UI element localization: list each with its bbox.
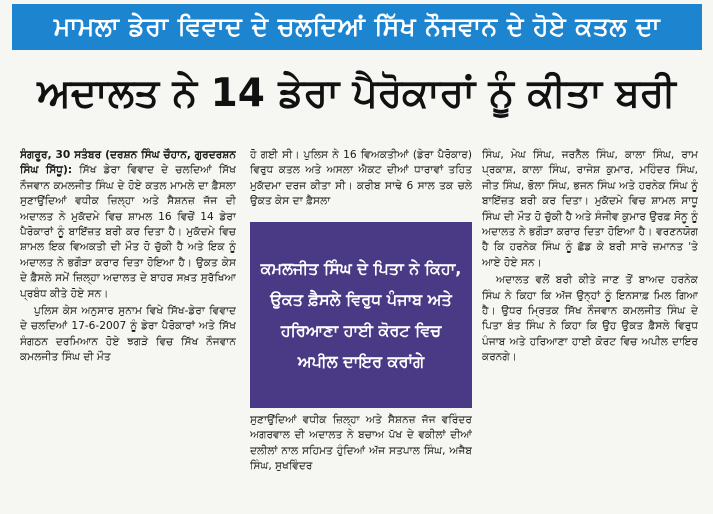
article-column-3 — [482, 148, 698, 514]
paragraph-text: ਸਿੱਖ ਡੇਰਾ ਵਿਵਾਦ ਦੇ ਚਲਦਿਆਂ ਸਿੱਖ ਨੌਜਵਾਨ ਕਮਲਜੀਤ ਸਿੰਘ ਦੇ ਹੋਏ ਕਤਲ ਮਾਮਲੇ ਦਾ ਫ਼ੈਸਲਾ ਸੁਣਾਉਂਦਿਆਂ ਵਧੀਕ ਜ਼ਿਲ੍ਹਾ ਅਤੇ ਸੈਸ਼ਨਜ਼ ਜੱਜ ਦੀ ਅਦਾਲਤ ਨੇ ਮੁਕੱਦਮੇ ਵਿਚ ਸ਼ਾਮਲ 16 ਵਿਚੋਂ 14 ਡੇਰਾ ਪੈਰੋਕਾਰਾਂ ਨੂੰ ਬਾਇੱਜ਼ਤ ਬਰੀ ਕਰ ਦਿਤਾ ਹੈ। ਮੁਕੱਦਮੇ ਵਿਚ ਸ਼ਾਮਲ ਇਕ ਵਿਅਕਤੀ ਦੀ ਮੌਤ ਹੋ ਚੁੱਕੀ ਹੈ ਅਤੇ ਇਕ ਨੂੰ ਅਦਾਲਤ ਨੇ ਭਗੌੜਾ ਕਰਾਰ ਦਿਤਾ ਹੋਇਆ ਹੈ। ਉਕਤ ਕੇਸ ਦੇ ਫ਼ੈਸਲੇ ਸਮੇਂ ਜ਼ਿਲ੍ਹਾ ਅਦਾਲਤ ਦੇ ਬਾਹਰ ਸਖ਼ਤ ਸੁਰੱਖਿਆ ਪ੍ਰਬੰਧ ਕੀਤੇ ਹੋਏ ਸਨ। — [20, 164, 236, 300]
article-paragraph: ਅਦਾਲਤ ਵਲੋਂ ਬਰੀ ਕੀਤੇ ਜਾਣ ਤੋਂ ਬਾਅਦ ਹਰਨੇਕ ਸਿੰਘ ਨੇ ਕਿਹਾ ਕਿ ਅੱਜ ਉਨ੍ਹਾਂ ਨੂੰ ਇਨਸਾਫ਼ ਮਿਲ ਗਿਆ ਹੈ। ਉਧਰ ਮ੍ਰਿਤਕ ਸਿੱਖ ਨੌਜਵਾਨ ਕਮਲਜੀਤ ਸਿੰਘ ਦੇ ਪਿਤਾ ਬੰਤ ਸਿੰਘ ਨੇ ਕਿਹਾ ਕਿ ਉਹ ਉਕਤ ਫ਼ੈਸਲੇ ਵਿਰੁਧ ਪੰਜਾਬ ਅਤੇ ਹਰਿਆਣਾ ਹਾਈ ਕੋਰਟ ਵਿਚ ਅਪੀਲ ਦਾਇਰ ਕਰਨਗੇ। — [482, 274, 698, 364]
article-paragraph: ਪੁਲਿਸ ਕੇਸ ਅਨੁਸਾਰ ਸੁਨਾਮ ਵਿਖੇ ਸਿੱਖ-ਡੇਰਾ ਵਿਵਾਦ ਦੇ ਚਲਦਿਆਂ 17-6-2007 ਨੂੰ ਡੇਰਾ ਪੈਰੋਕਾਰਾਂ ਅਤੇ ਸਿੱਖ ਸੰਗਠਨ ਦਰਮਿਆਨ ਹੋਏ ਝਗੜੇ ਵਿਚ ਸਿੱਖ ਨੌਜਵਾਨ ਕਮਲਜੀਤ ਸਿੰਘ ਦੀ ਮੌਤ — [20, 305, 236, 364]
article-paragraph: ਸੁਣਾਉਂਦਿਆਂ ਵਧੀਕ ਜ਼ਿਲ੍ਹਾ ਅਤੇ ਸੈਸ਼ਨਜ਼ ਜੱਜ ਵਰਿੰਦਰ ਅਗਰਵਾਲ ਦੀ ਅਦਾਲਤ ਨੇ ਬਚਾਅ ਪੱਖ ਦੇ ਵਕੀਲਾਂ ਦੀਆਂ ਦਲੀਲਾਂ ਨਾਲ ਸਹਿਮਤ ਹੁੰਦਿਆਂ ਅੱਜ ਸਤਪਾਲ ਸਿੰਘ, ਅਜੈਬ ਸਿੰਘ, ਸੁਖਵਿੰਦਰ — [250, 414, 472, 473]
kicker-text: ਮਾਮਲਾ ਡੇਰਾ ਵਿਵਾਦ ਦੇ ਚਲਦਿਆਂ ਸਿੱਖ ਨੌਜਵਾਨ ਦੇ ਹੋਏ ਕਤਲ ਦਾ — [53, 12, 661, 41]
kicker-banner — [12, 4, 702, 50]
article-paragraph: ਸਿੰਘ, ਮੇਘ ਸਿੰਘ, ਜਰਨੈਲ ਸਿੰਘ, ਕਾਲਾ ਸਿੰਘ, ਰਾਮ ਪ੍ਰਕਾਸ਼, ਕਾਲਾ ਸਿੰਘ, ਰਾਜੇਸ਼ ਕੁਮਾਰ, ਮਹਿੰਦਰ ਸਿੰਘ, ਜੀਤ ਸਿੰਘ, ਭੋਲਾ ਸਿੰਘ, ਭਜਨ ਸਿੰਘ ਅਤੇ ਹਰਨੇਕ ਸਿੰਘ ਨੂੰ ਬਾਇੱਜ਼ਤ ਬਰੀ ਕਰ ਦਿਤਾ। ਮੁਕੱਦਮੇ ਵਿਚ ਸ਼ਾਮਲ ਸਾਧੂ ਸਿੰਘ ਦੀ ਮੌਤ ਹੋ ਚੁੱਕੀ ਹੈ ਅਤੇ ਸੰਜੀਵ ਕੁਮਾਰ ਉਰਫ਼ ਸੋਨੂ ਨੂੰ ਅਦਾਲਤ ਨੇ ਭਗੌੜਾ ਕਰਾਰ ਦਿਤਾ ਹੋਇਆ ਹੈ। ਵਰਣਨਯੋਗ ਹੈ ਕਿ ਹਰਨੇਕ ਸਿੰਘ ਨੂੰ ਛੱਡ ਕੇ ਬਰੀ ਸਾਰੇ ਜ਼ਮਾਨਤ 'ਤੇ ਆਏ ਹੋਏ ਸਨ। — [482, 149, 698, 269]
pullquote-text: ਕਮਲਜੀਤ ਸਿੰਘ ਦੇ ਪਿਤਾ ਨੇ ਕਿਹਾ, ਉਕਤ ਫ਼ੈਸਲੇ ਵਿਰੁਧ ਪੰਜਾਬ ਅਤੇ ਹਰਿਆਣਾ ਹਾਈ ਕੋਰਟ ਵਿਚ ਅਪੀਲ ਦਾਇਰ ਕਰਾਂਗੇ — [260, 259, 462, 371]
pullquote-box — [250, 222, 472, 408]
headline: ਅਦਾਲਤ ਨੇ 14 ਡੇਰਾ ਪੈਰੋਕਾਰਾਂ ਨੂੰ ਕੀਤਾ ਬਰੀ — [37, 71, 676, 116]
article-paragraph: ਹੋ ਗਈ ਸੀ। ਪੁਲਿਸ ਨੇ 16 ਵਿਅਕਤੀਆਂ (ਡੇਰਾ ਪੈਰੋਕਾਰ) ਵਿਰੁਧ ਕਤਲ ਅਤੇ ਅਸਲਾ ਐਕਟ ਦੀਆਂ ਧਾਰਾਵਾਂ ਤਹਿਤ ਮੁਕੱਦਮਾ ਦਰਜ ਕੀਤਾ ਸੀ। ਕਰੀਬ ਸਾਢੇ 6 ਸਾਲ ਤਕ ਚਲੇ ਉਕਤ ਕੇਸ ਦਾ ਫ਼ੈਸਲਾ — [250, 149, 472, 208]
article-column-1 — [20, 148, 236, 514]
dateline: ਸੰਗਰੂਰ, 30 ਸਤੰਬਰ (ਦਰਸ਼ਨ ਸਿੰਘ ਚੌਹਾਨ, ਗੁਰਦਰਸ਼ਨ ਸਿੰਘ ਸਿੱਧੂ): — [20, 149, 236, 177]
article-paragraph — [20, 148, 236, 302]
